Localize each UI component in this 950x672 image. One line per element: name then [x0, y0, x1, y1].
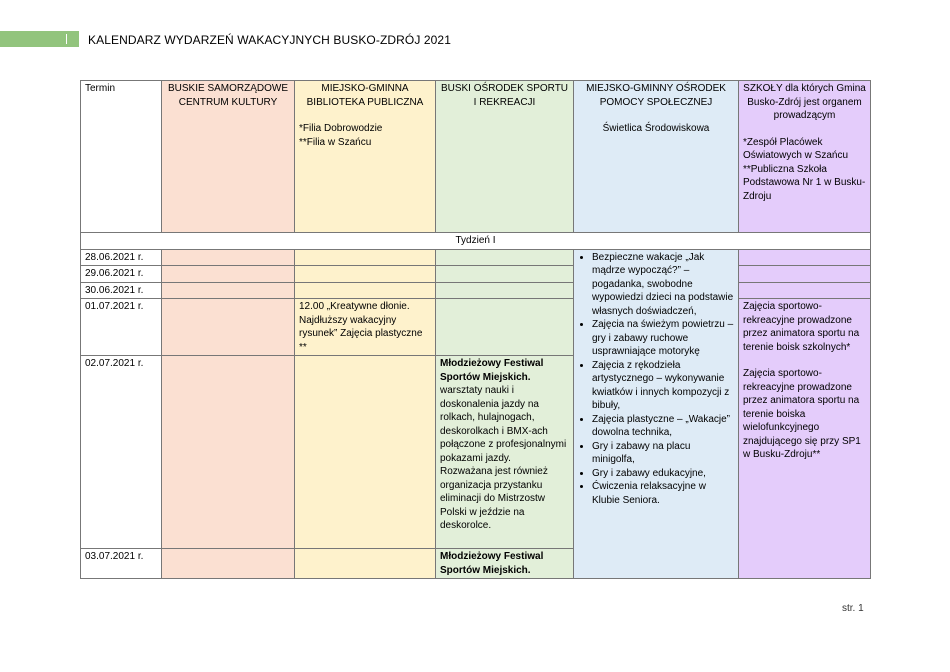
schools-note-1: *Zespół Placówek Oświatowych w Szańcu: [743, 136, 849, 161]
col-header-schools: [739, 81, 871, 233]
table-row: [81, 299, 871, 356]
library-title: MIEJSKO-GMINNA BIBLIOTEKA PUBLICZNA: [306, 83, 424, 108]
mgops-item: • Gry i zabawy edukacyjne,: [592, 467, 734, 481]
mgops-item: • Zajęcia plastyczne – „Wakacje” dowolna technika,: [592, 413, 734, 440]
schools-title: SZKOŁY dla których Gmina Busko-Zdrój jest organem prowadzącym: [743, 83, 866, 121]
bosir-event-cell: Młodzieżowy Festiwal Sportów Miejskich.: [436, 549, 574, 579]
header-accent-bar: [0, 31, 79, 47]
bsck-cell: [162, 249, 295, 266]
week-label: Tydzień I: [81, 233, 871, 250]
bosir-cell: [436, 282, 574, 299]
date-cell: 29.06.2021 r.: [81, 266, 162, 283]
library-cell: [295, 249, 436, 266]
bsck-cell: [162, 356, 295, 549]
mgops-item: • Zajęcia z rękodzieła artystycznego – wykonywanie kwiatków i innych kompozycji z bibuły,: [592, 359, 734, 413]
events-calendar-table: [80, 80, 871, 579]
schools-activities-cell: [739, 299, 871, 579]
date-cell: 30.06.2021 r.: [81, 282, 162, 299]
table-header-row: [81, 81, 871, 233]
mgops-item: • Ćwiczenia relaksacyjne w Klubie Seniora.: [592, 480, 734, 507]
bosir-event-description: warsztaty nauki i doskonalenia jazdy na rolkach, hulajnogach, deskorolkach i BMX-ach połączone z profesjonalnymi pokazami jazdy.: [440, 385, 567, 464]
table-row: [81, 282, 871, 299]
library-event-cell: 12.00 „Kreatywne dłonie. Najdłuższy wakacyjny rysunek” Zajęcia plastyczne **: [295, 299, 436, 356]
bosir-cell: [436, 299, 574, 356]
date-cell: 03.07.2021 r.: [81, 549, 162, 579]
table-row: [81, 249, 871, 266]
date-cell: 01.07.2021 r.: [81, 299, 162, 356]
mgops-item: • Zajęcia na świeżym powietrzu – gry i zabawy ruchowe usprawniające motorykę: [592, 318, 734, 359]
col-header-termin: Termin: [81, 81, 162, 233]
library-cell: [295, 266, 436, 283]
schools-cell: [739, 249, 871, 266]
library-note-1: *Filia Dobrowodzie: [299, 123, 383, 134]
page-number: str. 1: [842, 603, 864, 614]
mgops-subtitle: Świetlica Środowiskowa: [602, 123, 710, 134]
bsck-cell: [162, 299, 295, 356]
bsck-cell: [162, 266, 295, 283]
mgops-title: MIEJSKO-GMINNY OŚRODEK POMOCY SPOŁECZNEJ: [586, 83, 726, 108]
bosir-event-title: Młodzieżowy Festiwal Sportów Miejskich.: [440, 358, 544, 383]
library-note-2: **Filia w Szańcu: [299, 136, 372, 148]
library-cell: [295, 549, 436, 579]
bsck-cell: [162, 282, 295, 299]
col-header-library: [295, 81, 436, 233]
schools-cell: [739, 266, 871, 283]
schools-note-2: **Publiczna Szkoła Podstawowa Nr 1 w Busku-Zdroju: [743, 163, 866, 202]
document-title: KALENDARZ WYDARZEŃ WAKACYJNYCH BUSKO-ZDRÓJ 2021: [88, 33, 451, 47]
date-cell: 28.06.2021 r.: [81, 249, 162, 266]
col-header-bsck: BUSKIE SAMORZĄDOWE CENTRUM KULTURY: [162, 81, 295, 233]
schools-activity-1: Zajęcia sportowo-rekreacyjne prowadzone przez animatora sportu na terenie boisk szkolnych*: [743, 301, 860, 353]
header-divider: [66, 34, 67, 44]
date-cell: 02.07.2021 r.: [81, 356, 162, 549]
schools-cell: [739, 282, 871, 299]
week-row: [81, 233, 871, 250]
mgops-activities-cell: [574, 249, 739, 579]
mgops-item: • Gry i zabawy na placu minigolfa,: [592, 440, 734, 467]
bosir-event-cell: [436, 356, 574, 549]
bosir-event-note: Rozważana jest również organizacja przystanku eliminacji do Mistrzostw Polski w jeździe na deskorolce.: [440, 466, 548, 531]
bsck-cell: [162, 549, 295, 579]
col-header-bosir: BUSKI OŚRODEK SPORTU I REKREACJI: [436, 81, 574, 233]
library-cell: [295, 356, 436, 549]
bosir-cell: [436, 266, 574, 283]
bosir-cell: [436, 249, 574, 266]
col-header-mgops: [574, 81, 739, 233]
mgops-item: • Bezpieczne wakacje „Jak mądrze wypocząć?” – pogadanka, swobodne wypowiedzi dzieci na podstawie własnych doświadczeń,: [592, 251, 734, 319]
library-cell: [295, 282, 436, 299]
table-row: [81, 266, 871, 283]
schools-activity-2: Zajęcia sportowo-rekreacyjne prowadzone przez animatora sportu na terenie boiska wielofunkcyjnego znajdującego się przy SP1 w Busku-Zdroju**: [743, 368, 861, 460]
